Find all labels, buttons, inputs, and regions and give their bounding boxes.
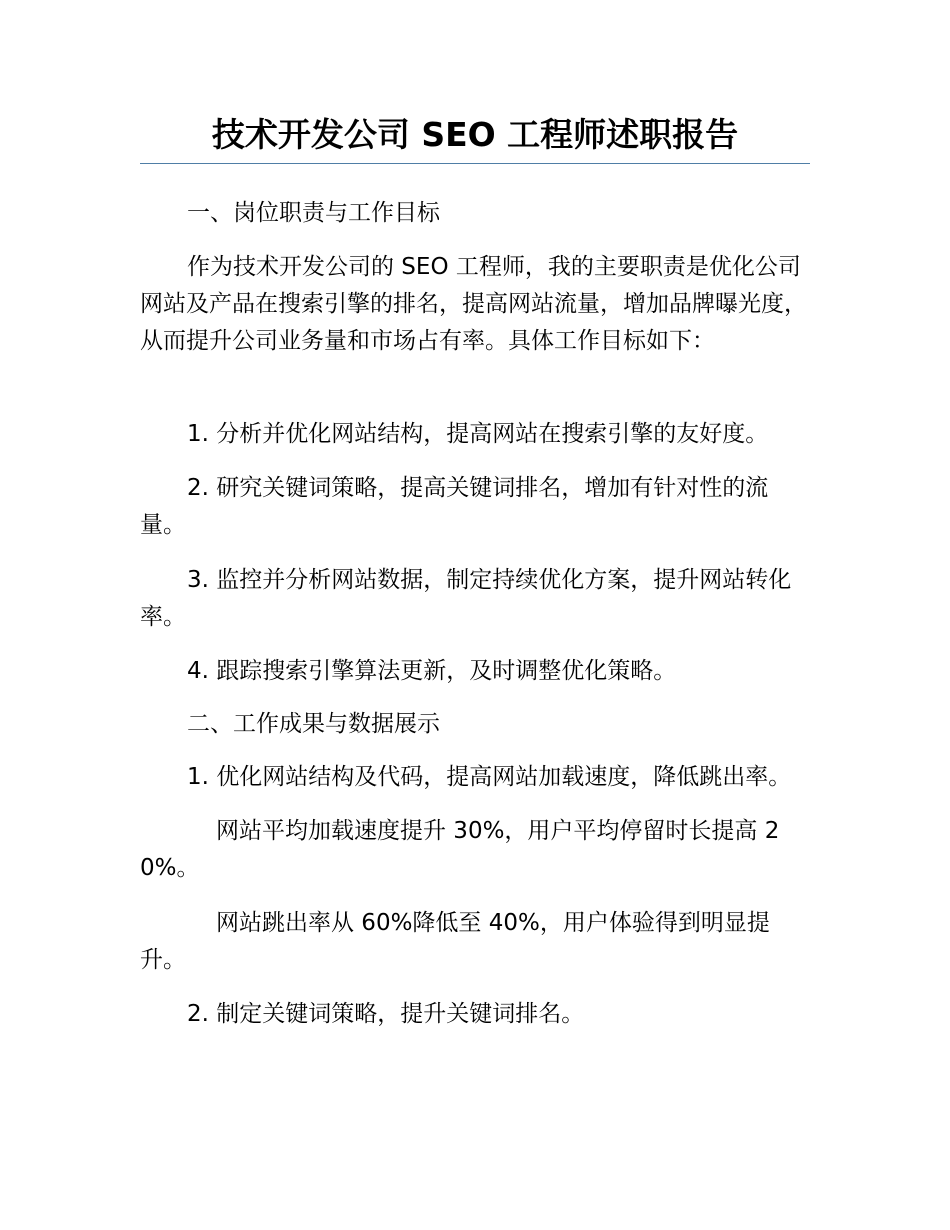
result-detail-bounce-rate: 网站跳出率从 60%降低至 40%，用户体验得到明显提升。: [140, 910, 770, 973]
goal-item-1: 1. 分析并优化网站结构，提高网站在搜索引擎的友好度。: [187, 421, 769, 447]
result-item-1: 1. 优化网站结构及代码，提高网站加载速度，降低跳出率。: [187, 764, 792, 790]
goal-item-2: 2. 研究关键词策略，提高关键词排名，增加有针对性的流量。: [140, 475, 769, 538]
goal-item-3: 3. 监控并分析网站数据，制定持续优化方案，提升网站转化率。: [140, 567, 792, 630]
intro-paragraph: 作为技术开发公司的 SEO 工程师，我的主要职责是优化公司网站及产品在搜索引擎的排名，提高网站流量，增加品牌曝光度，从而提升公司业务量和市场占有率。具体工作目标如下：: [140, 254, 807, 354]
goal-item-4: 4. 跟踪搜索引擎算法更新，及时调整优化策略。: [187, 658, 677, 684]
document-title: 技术开发公司 SEO 工程师述职报告: [211, 115, 739, 154]
result-detail-load-speed: 网站平均加载速度提升 30%，用户平均停留时长提高 20%。: [140, 818, 780, 881]
result-item-2: 2. 制定关键词策略，提升关键词排名。: [187, 1001, 585, 1027]
title-underline: [140, 163, 810, 164]
section-heading-1: 一、岗位职责与工作目标: [187, 200, 440, 226]
section-heading-2: 二、工作成果与数据展示: [187, 711, 440, 737]
